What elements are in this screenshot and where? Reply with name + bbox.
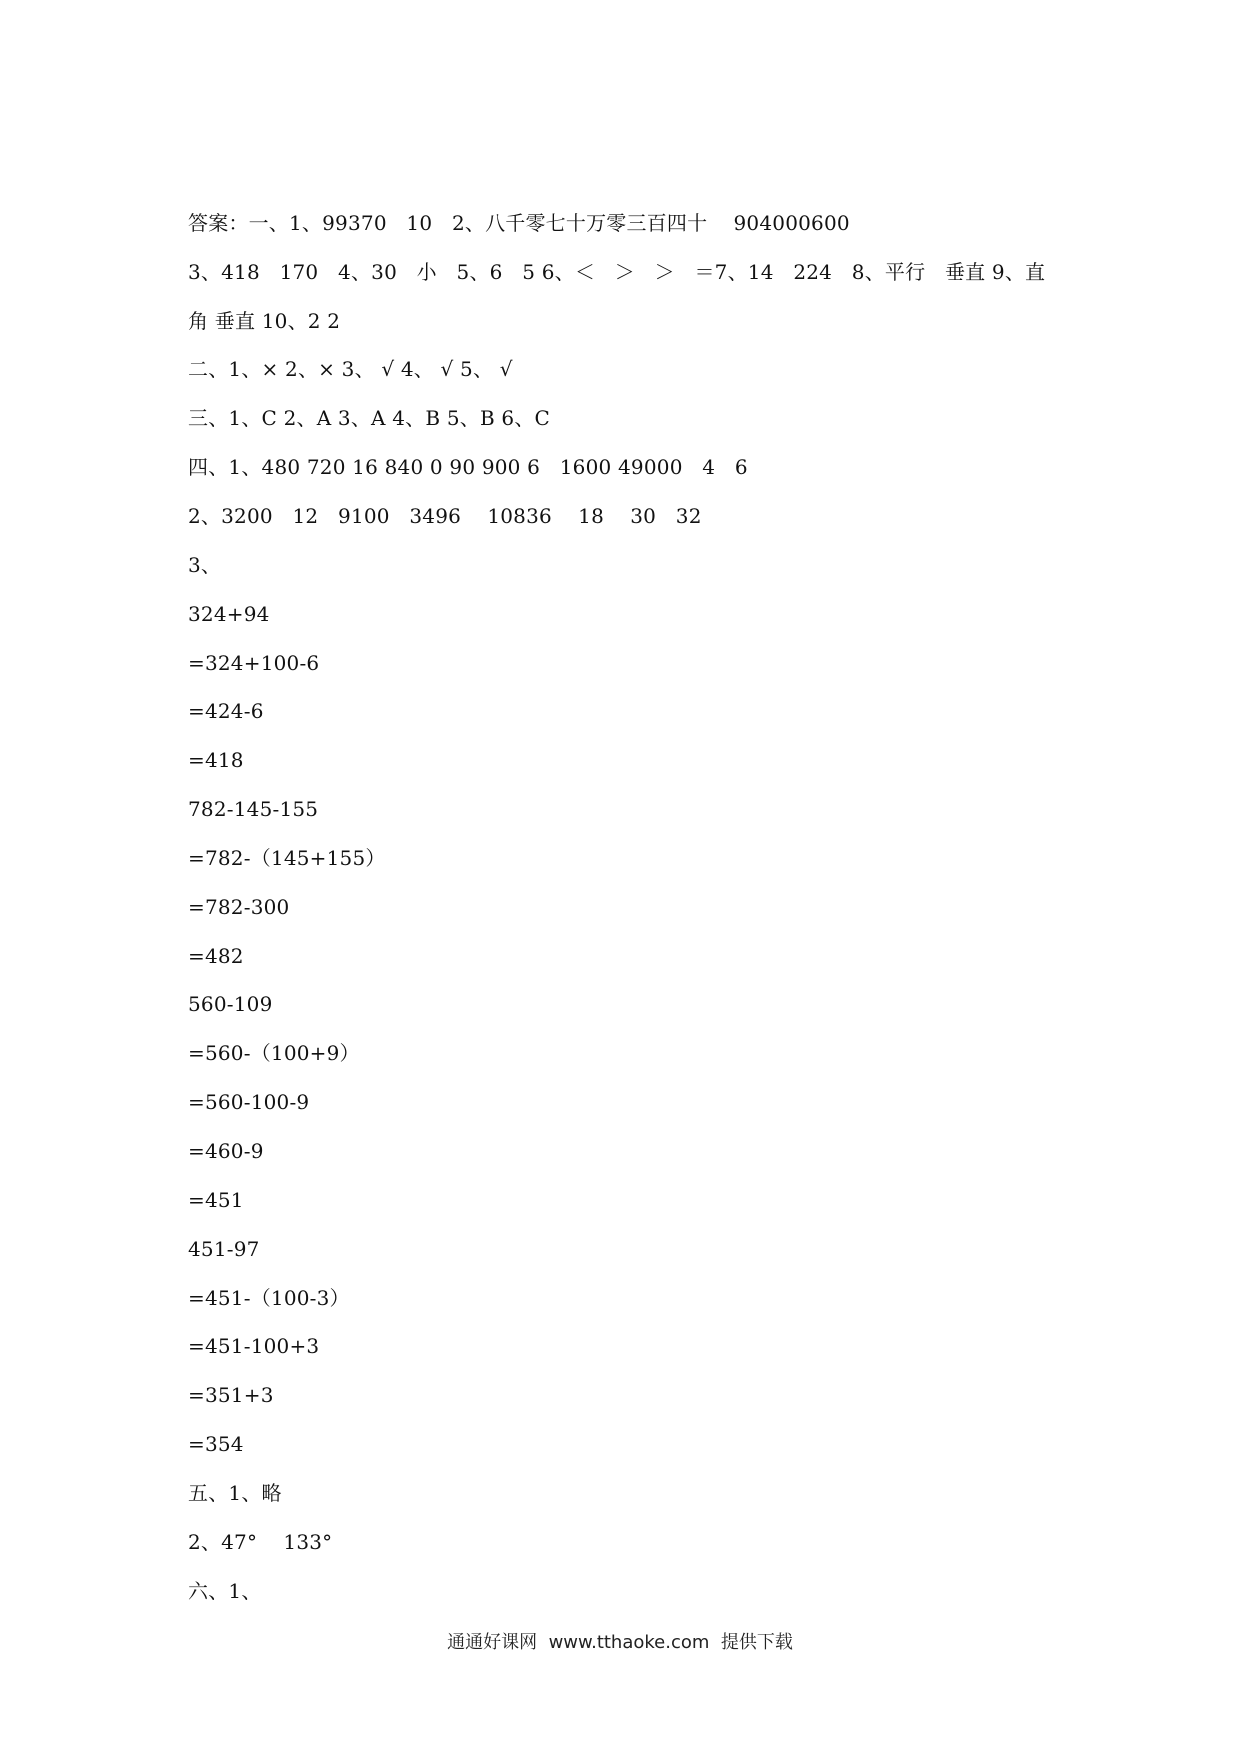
calc-line: =451 xyxy=(188,1188,244,1212)
calc-line: =418 xyxy=(188,748,244,772)
calc-line: =782-（145+155） xyxy=(188,846,386,870)
section-four-line-3: 3、 xyxy=(188,553,222,577)
section-three-line: 三、1、C 2、A 3、A 4、B 5、B 6、C xyxy=(188,406,551,430)
section-four-line-2: 2、3200 12 9100 3496 10836 18 30 32 xyxy=(188,504,702,528)
calc-line: =460-9 xyxy=(188,1139,264,1163)
calc-line: =482 xyxy=(188,944,244,968)
section-two-line: 二、1、× 2、× 3、 √ 4、 √ 5、 √ xyxy=(188,357,513,381)
section-four-line-1: 四、1、480 720 16 840 0 90 900 6 1600 49000 4 6 xyxy=(188,455,748,479)
calc-line: =351+3 xyxy=(188,1383,274,1407)
calc-line: 782-145-155 xyxy=(188,797,319,821)
calc-line: 324+94 xyxy=(188,602,270,626)
calc-line: =324+100-6 xyxy=(188,651,320,675)
answer-line-1: 答案：一、1、99370 10 2、八千零七十万零三百四十 904000600 xyxy=(188,211,850,235)
calc-line: =354 xyxy=(188,1432,244,1456)
calc-line: 560-109 xyxy=(188,992,273,1016)
calc-line: =782-300 xyxy=(188,895,290,919)
calc-line: =424-6 xyxy=(188,699,264,723)
calc-line: 451-97 xyxy=(188,1237,260,1261)
calc-line: =451-100+3 xyxy=(188,1334,320,1358)
answer-line-3: 角 垂直 10、2 2 xyxy=(188,309,341,333)
calc-line: =560-100-9 xyxy=(188,1090,310,1114)
calc-line: =560-（100+9） xyxy=(188,1041,360,1065)
section-six-line-1: 六、1、 xyxy=(188,1579,262,1603)
calc-line: =451-（100-3） xyxy=(188,1286,350,1310)
footer-credit: 通通好课网 www.tthaoke.com 提供下载 xyxy=(447,1632,793,1653)
section-five-line-2: 2、47° 133° xyxy=(188,1530,333,1554)
answer-line-2: 3、418 170 4、30 小 5、6 5 6、＜ ＞ ＞ ＝7、14 224 8、平行 垂直 9、直 xyxy=(188,260,1046,284)
section-five-line-1: 五、1、略 xyxy=(188,1481,282,1505)
